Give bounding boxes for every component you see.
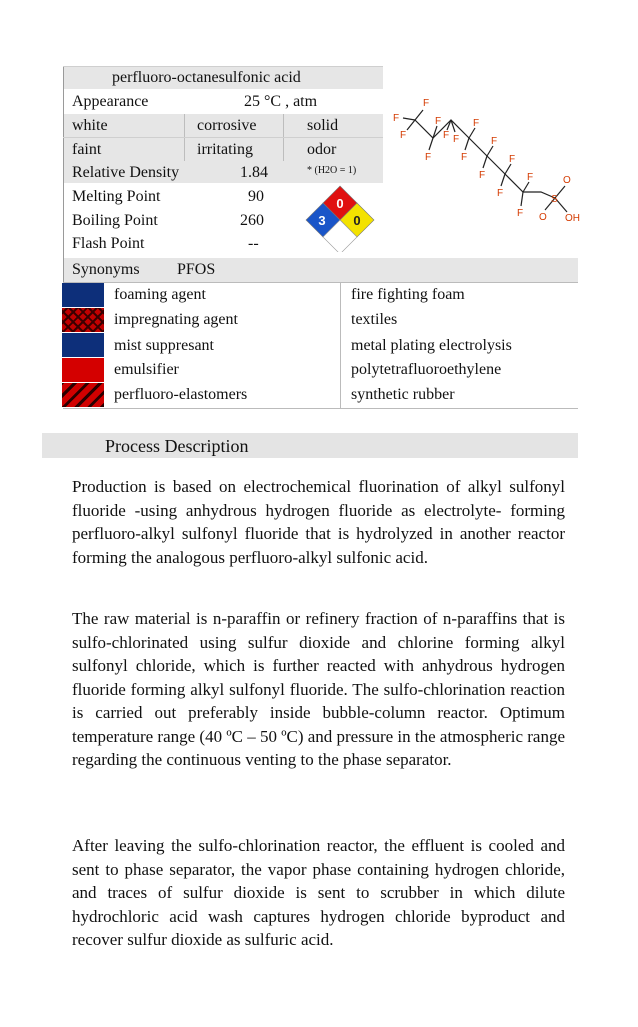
use-name: foaming agent xyxy=(114,286,206,303)
use-swatch-icon xyxy=(62,308,104,332)
atom-labels xyxy=(393,98,580,224)
atom-f: F xyxy=(473,118,480,129)
conditions-value: 25 °C , atm xyxy=(244,93,318,110)
use-swatch-icon xyxy=(62,283,104,307)
uses-mid-rule xyxy=(340,282,341,408)
use-application: metal plating electrolysis xyxy=(351,337,512,354)
odor-intensity: faint xyxy=(72,141,102,158)
flash-value: -- xyxy=(248,235,259,252)
table-left-rule xyxy=(63,66,64,283)
melting-label: Melting Point xyxy=(72,188,161,205)
nfpa-flammability-value: 0 xyxy=(336,196,344,211)
density-note: * (H2O = 1) xyxy=(307,165,357,176)
use-swatch-icon xyxy=(62,333,104,357)
atom-f: F xyxy=(443,130,450,141)
atom-f: F xyxy=(453,134,460,145)
appearance-label: Appearance xyxy=(72,93,149,110)
row-rule-1 xyxy=(63,137,383,138)
process-paragraph: The raw material is n-paraffin or refinery fraction of n-paraffins that is sulfo-chlorinated using sulfur dioxide and chlorine forming alkyl sulfonyl chloride, which is further reacted with anhydrous hydrogen fluoride forming alkyl sulfonyl fluoride. The sulfo-chlorination reaction is carried out preferably inside bubble-column reactor. Optimum temperature range (40 ºC – 50 ºC) and pressure in the atmospheric range regarding the continuous venting to the phase separator. xyxy=(72,609,565,769)
odor-label: odor xyxy=(307,141,337,158)
use-application: textiles xyxy=(351,311,398,328)
atom-oh: OH xyxy=(565,213,580,224)
use-swatch-icon xyxy=(62,358,104,382)
nfpa-diamond-icon xyxy=(300,182,380,252)
atom-f: F xyxy=(400,130,407,141)
nfpa-reactivity-value: 0 xyxy=(353,213,361,228)
use-application: fire fighting foam xyxy=(351,286,465,303)
synonyms-band xyxy=(63,258,578,282)
synonyms-value: PFOS xyxy=(177,261,216,278)
pfos-structure-diagram xyxy=(385,90,585,230)
process-heading: Process Description xyxy=(105,436,249,456)
use-name: mist suppresant xyxy=(114,337,214,354)
uses-bottom-rule xyxy=(63,408,578,409)
density-label: Relative Density xyxy=(72,164,180,181)
table-top-rule xyxy=(63,66,383,67)
appearance-color: white xyxy=(72,117,108,134)
use-swatch-icon xyxy=(62,383,104,407)
process-paragraph: After leaving the sulfo-chlorination reactor, the effluent is cooled and sent to phase separator, the vapor phase containing hydrogen chloride, and traces of sulfur dioxide is sent to scrubber in which dilute hydrochloric acid wash captures hydrogen chloride byproduct and recover sulfur dioxide as sulfuric acid. xyxy=(72,836,565,949)
nfpa-health-value: 3 xyxy=(318,213,326,228)
atom-f: F xyxy=(435,116,442,127)
boiling-label: Boiling Point xyxy=(72,212,158,229)
atom-f: F xyxy=(393,113,400,124)
atom-f: F xyxy=(461,152,468,163)
atom-f: F xyxy=(491,136,498,147)
melting-value: 90 xyxy=(248,188,264,205)
atom-f: F xyxy=(479,170,486,181)
atom-f: F xyxy=(527,172,534,183)
flash-label: Flash Point xyxy=(72,235,145,252)
atom-s: S xyxy=(551,194,558,205)
synonyms-label: Synonyms xyxy=(72,261,140,278)
use-name: emulsifier xyxy=(114,361,179,378)
use-application: polytetrafluoroethylene xyxy=(351,361,502,378)
use-name: perfluoro-elastomers xyxy=(114,386,248,403)
atom-o: O xyxy=(539,212,547,223)
appearance-hazard: corrosive xyxy=(197,117,257,134)
atom-o: O xyxy=(563,175,571,186)
uses-top-rule xyxy=(63,282,578,283)
compound-name: perfluoro-octanesulfonic acid xyxy=(112,69,301,86)
use-application: synthetic rubber xyxy=(351,386,455,403)
atom-f: F xyxy=(497,188,504,199)
atom-f: F xyxy=(509,154,516,165)
atom-f: F xyxy=(423,98,430,109)
density-value: 1.84 xyxy=(240,164,268,181)
atom-f: F xyxy=(517,208,524,219)
odor-hazard: irritating xyxy=(197,141,253,158)
process-paragraph: Production is based on electrochemical fluorination of alkyl sulfonyl fluoride -using anhydrous hydrogen fluoride as electrolyte- forming perfluoro-alkyl sulfonyl fluoride that is hydrolyzed in another reactor forming the analogous perfluoro-alkyl sulfonic acid. xyxy=(72,477,565,567)
atom-f: F xyxy=(425,152,432,163)
use-name: impregnating agent xyxy=(114,311,238,328)
appearance-state: solid xyxy=(307,117,339,134)
boiling-value: 260 xyxy=(240,212,264,229)
